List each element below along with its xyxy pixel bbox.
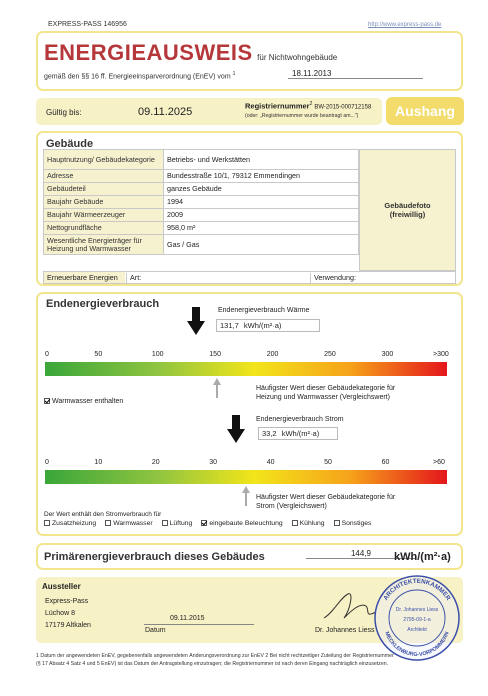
chamber-stamp [372,573,462,663]
option-label: Kühlung [299,520,325,527]
heat-scale-ticks [45,351,447,361]
photo-placeholder-label: Gebäudefoto (freiwillig) [384,201,431,219]
power-tick-label: 30 [209,459,218,466]
primary-energy-card [36,543,463,570]
electricity-option [292,520,325,527]
building-table-row [44,183,359,196]
signer-name: Dr. Johannes Liess [315,627,375,634]
renewable-use-label: Verwendung: [310,273,356,284]
option-checkbox[interactable] [334,520,340,526]
footnote-line-1: 1 Datum der angewendeten EnEV, gegebenenfalls angewendeten Änderungsverordnung zur EnEV 2 Bei nicht rechtzeitiger Zuteilung der Registriernummer [36,653,394,659]
date-label: Datum [145,627,166,634]
stamp-role: Architekt [407,627,427,633]
date-underline [144,624,254,625]
heat-tick-label: 300 [381,351,394,358]
heat-tick-label: >300 [433,351,449,358]
renewable-label: Erneuerbare Energien [44,272,125,283]
power-value-arrow [227,415,245,447]
electricity-contains-label: Der Wert enthält den Stromverbrauch für [44,511,162,518]
document-title: ENERGIEAUSWEIS [44,40,253,65]
power-scale-bar [45,470,447,484]
building-row-label: Baujahr Gebäude [44,196,164,209]
power-consumption-label: Endenergieverbrauch Strom [256,416,344,423]
power-scale-ticks [45,459,447,469]
footnote-marker: 1 [232,71,236,77]
power-tick-label: 10 [94,459,103,466]
registration-footnote: 2 [309,101,313,107]
building-table-row [44,222,359,235]
building-row-value: 958,0 m² [164,222,359,235]
warmwater-label: Warmwasser enthalten [52,398,124,405]
heat-tick-label: 100 [151,351,164,358]
electricity-options [44,520,444,527]
end-energy-title: Endenergieverbrauch [46,298,160,310]
heat-consumption-value: 131,7 [220,321,239,330]
heat-consumption-unit: kWh/(m²·a) [243,321,282,330]
option-checkbox[interactable] [44,520,50,526]
building-row-value: ganzes Gebäude [164,183,359,196]
stamp-bottom-text: MECKLENBURG-VORPOMMERN [383,631,451,659]
option-checkbox[interactable] [201,520,207,526]
aushang-badge: Aushang [386,97,464,125]
stamp-center-name: Dr. Johannes Liess [395,607,439,613]
website-link[interactable]: http://www.express-pass.de [368,22,442,28]
registration-label: Registriernummer [245,101,310,111]
issuer-section-title: Aussteller [42,582,81,591]
power-tick-label: 50 [324,459,332,466]
building-table-row [44,209,359,222]
primary-energy-value: 144,9 [306,549,416,559]
primary-energy-unit: kWh/(m²·a) [394,551,451,563]
power-reference-text: Häufigster Wert dieser Gebäudekategorie für Strom (Vergleichswert) [256,494,396,510]
valid-until-value: 09.11.2025 [138,106,193,118]
issuer-city: 17179 Altkalen [45,622,91,629]
heat-scale-bar [45,362,447,376]
building-row-label: Hauptnutzung/ Gebäudekategorie [44,150,164,170]
power-tick-label: >60 [433,459,445,466]
option-label: Zusatzheizung [52,520,97,527]
heat-tick-label: 0 [45,351,49,358]
heat-reference-arrow [213,378,221,398]
power-tick-label: 40 [266,459,275,466]
power-consumption-box [258,427,338,440]
option-checkbox[interactable] [105,520,111,526]
stamp-number: 2795-09-1-a [403,617,431,623]
electricity-option [162,520,193,527]
primary-energy-label: Primärenergieverbrauch dieses Gebäudes [44,551,265,563]
building-table-row [44,170,359,183]
title-card [36,31,463,91]
heat-consumption-box [216,319,320,332]
electricity-option [201,520,282,527]
building-table-row [44,196,359,209]
building-table-row [44,235,359,255]
title-suffix: für Nichtwohngebäude [257,53,338,62]
power-consumption-unit: kWh/(m²·a) [281,429,320,438]
enev-date: 18.11.2013 [288,69,423,79]
legal-basis: gemäß den §§ 16 ff. Energieeinsparverordnung (EnEV) vom [44,73,231,81]
footnote-line-2: (§ 17 Absatz 4 Satz 4 und 5 EnEV) ist das Datum der Antragstellung einzutragen; die Registriernummer ist nach deren Eingang nachträglich einzusetzen. [36,661,389,667]
building-row-value: Bundesstraße 10/1, 79312 Emmendingen [164,170,359,183]
heat-tick-label: 50 [94,351,103,358]
signature-mark [320,588,380,624]
heat-value-arrow [187,307,205,339]
power-consumption-value: 33,2 [262,429,277,438]
warmwater-checkbox[interactable] [44,398,50,404]
option-label: Lüftung [169,520,193,527]
issuer-name: Express-Pass [45,598,89,605]
registration-note: (oder: „Registriernummer wurde beantragt am...") [245,113,359,119]
building-row-label: Baujahr Wärmeerzeuger [44,209,164,222]
renewable-type-label: Art: [126,273,141,284]
pass-id: EXPRESS-PASS 146956 [48,21,127,28]
building-row-label: Gebäudeteil [44,183,164,196]
building-photo-box [359,149,456,271]
building-row-value: 2009 [164,209,359,222]
electricity-option [334,520,372,527]
valid-until-label: Gültig bis: [46,108,82,117]
building-row-value: 1994 [164,196,359,209]
electricity-option [105,520,152,527]
heat-reference-text: Häufigster Wert dieser Gebäudekategorie für Heizung und Warmwasser (Vergleichswert) [256,385,396,401]
building-row-label: Wesentliche Energieträger für Heizung und Warmwasser [44,235,164,255]
stamp-top-text: ARCHITEKTENKAMMER [382,577,452,602]
heat-tick-label: 150 [209,351,221,358]
building-row-value: Betriebs- und Werkstätten [164,150,359,170]
building-section-title: Gebäude [46,138,94,150]
electricity-option [44,520,96,527]
heat-tick-label: 200 [266,351,279,358]
issuer-street: Lüchow 8 [45,610,75,617]
option-label: Sonstiges [341,520,372,527]
option-label: Warmwasser [113,520,153,527]
renewable-row [43,271,456,284]
building-row-label: Nettogrundfläche [44,222,164,235]
building-table-row [44,150,359,170]
option-checkbox[interactable] [162,520,168,526]
option-label: eingebaute Beleuchtung [209,520,283,527]
building-row-label: Adresse [44,170,164,183]
power-tick-label: 20 [151,459,160,466]
building-row-value: Gas / Gas [164,235,359,255]
power-tick-label: 60 [381,459,390,466]
power-tick-label: 0 [45,459,49,466]
heat-consumption-label: Endenergieverbrauch Wärme [218,307,310,314]
power-reference-arrow [242,486,250,506]
heat-tick-label: 250 [324,351,336,358]
option-checkbox[interactable] [292,520,298,526]
issue-date: 09.11.2015 [170,615,205,622]
registration-number: BW-2015-000712158 [314,104,372,111]
building-table [43,149,359,255]
